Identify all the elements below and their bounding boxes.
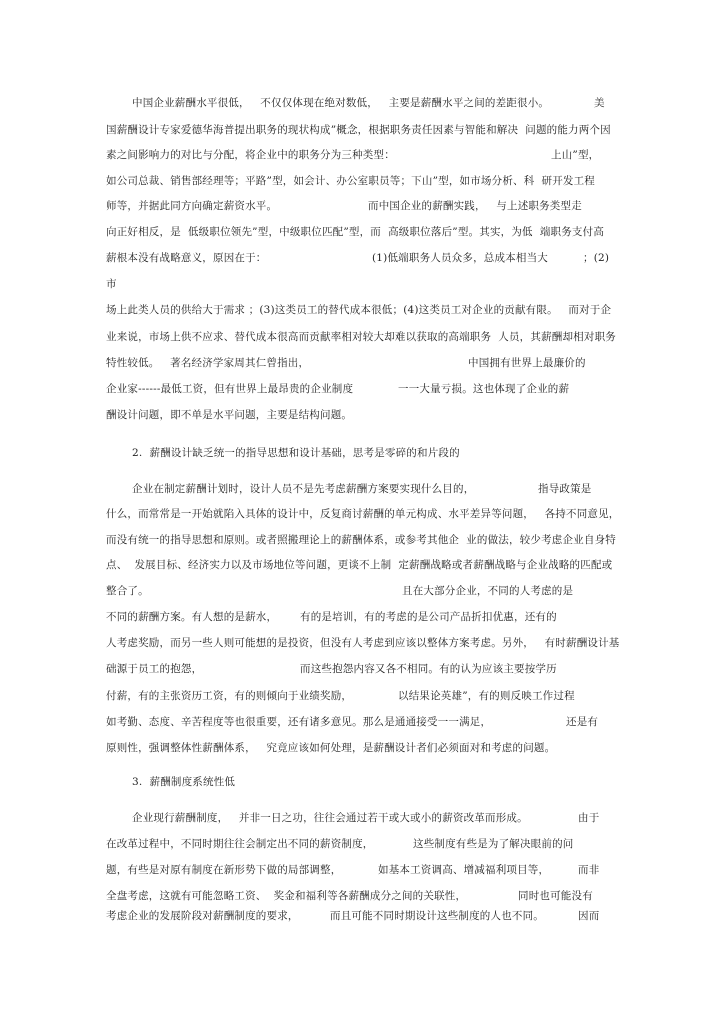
text-line: 指导政策是	[538, 483, 592, 495]
text-line: 酬设计问题，即不单是水平问题，主要是结构问题。	[106, 409, 353, 421]
text-line: 同时也可能没有	[518, 890, 593, 902]
text-line: 而这些抱怨内容又各不相同。有的认为应该主要按学历	[300, 663, 557, 675]
text-line: 而没有统一的指导思想和原则。或者照搬理论上的薪酬体系，或参考其他企 业的做法，较少考虑企业自身特	[106, 534, 616, 546]
text-line: 而中国企业的薪酬实践， 与上述职务类型走	[368, 200, 582, 212]
text-line: 而非	[578, 864, 600, 876]
text-line: (1)低端职务人员众多，总成本相当大	[372, 252, 548, 264]
text-line: 点、 发展目标、经济实力以及市场地位等问题，更谈不上制 定薪酬战略或者薪酬战略与企业战略的匹配或	[106, 559, 613, 571]
text-line: 中国企业薪酬水平很低， 不仅仅体现在绝对数低， 主要是薪酬水平之间的差距很小。	[132, 97, 550, 109]
text-line: ；(2)	[583, 252, 610, 264]
text-line: 不同的薪酬方案。有人想的是薪水，	[106, 611, 278, 623]
text-line: 而且可能不同时期设计这些制度的人也不同。	[330, 910, 544, 922]
text-line: 美	[594, 97, 605, 109]
text-line: 企业家------最低工资，但有世界上最昂贵的企业制度	[106, 383, 354, 395]
text-line: 付薪，有的主张资历工资，有的则倾向于业绩奖励，	[106, 690, 353, 702]
text-line: 什么，而常常是一开始就陷入具体的设计中，反复商讨薪酬的单元构成、水平差异等问题， 各持不同意见，	[106, 508, 620, 520]
text-line: 薪根本没有战略意义，原因在于：	[106, 252, 267, 264]
text-line: 因而	[578, 910, 600, 922]
text-line: 企业现行薪酬制度， 并非一日之功，往往会通过若干或大或小的薪资改革而形成。	[132, 812, 528, 824]
text-line: 考虑企业的发展阶段对薪酬制度的要求，	[106, 910, 299, 922]
text-line: 业来说，市场上供不应求、替代成本很高而贡献率相对较大却难以获取的高端职务 人员，其薪酬却相对职务	[106, 331, 616, 343]
text-line: 且在大部分企业，不同的人考虑的是	[402, 585, 574, 597]
text-line: 如考勤、态度、辛苦程度等也很重要，还有诸多意见。那么是通通接受一一满足，	[106, 716, 492, 728]
text-line: 础源于员工的抱怨，	[106, 663, 203, 675]
text-line: 题，有些是对原有制度在新形势下做的局部调整，	[106, 864, 342, 876]
text-line: 在改革过程中，不同时期往往会制定出不同的薪资制度，	[106, 838, 374, 850]
text-line: 人考虑奖励，而另一些人则可能想的是投资，但没有人考虑到应该以整体方案考虑。另外， 有时薪酬设计基	[106, 637, 620, 649]
section-heading: 3. 薪酬制度系统性低	[132, 776, 236, 788]
text-line: 场上此类人员的供给大于需求 ；(3)这类员工的替代成本很低；(4)这类员工对企业的贡献有限。 而对于企	[106, 304, 612, 316]
text-line: 市	[106, 278, 117, 290]
text-line: 如公司总裁、销售部经理等；平路”型，如会计、办公室职员等；下山”型，如市场分析、科 研开发工程	[106, 175, 596, 187]
section-heading: 2. 薪酬设计缺乏统一的指导思想和设计基础，思考是零碎的和片段的	[132, 447, 460, 459]
text-line: 特性较低。 著名经济学家周其仁曾指出，	[106, 357, 310, 369]
text-line: 由于	[578, 812, 600, 824]
text-line: 师等，并据此同方向确定薪资水平。	[106, 200, 278, 212]
text-line: 企业在制定薪酬计划时，设计人员不是先考虑薪酬方案要实现什么目的，	[132, 483, 475, 495]
text-line: 整合了。	[106, 585, 149, 597]
text-line: 以结果论英雄”，有的则反映工作过程	[398, 690, 575, 702]
text-line: 还是有	[566, 716, 599, 728]
text-line: 素之间影响力的对比与分配，将企业中的职务分为三种类型：	[106, 149, 395, 161]
text-line: 有的是培训，有的考虑的是公司产品折扣优惠，还有的	[300, 611, 557, 623]
text-line: 原则性，强调整体性薪酬体系， 究竟应该如何处理，是薪酬设计者们必须面对和考虑的问题。	[106, 742, 556, 754]
text-line: 中国拥有世界上最廉价的	[468, 357, 586, 369]
text-line: 如基本工资调高、增减福利项目等，	[378, 864, 550, 876]
text-line: 上山”型，	[551, 149, 600, 161]
text-line: 一一大量亏损。这也体现了企业的薪	[398, 383, 570, 395]
text-line: 向正好相反，是 低级职位领先”型，中级职位匹配”型，而 高级职位落后”型。其实，为低 端职务支付高	[106, 226, 605, 238]
text-line: 全盘考虑，这就有可能忽略工资、 奖金和福利等各薪酬成分之间的关联性，	[106, 890, 467, 902]
text-line: 这些制度有些是为了解决眼前的问	[413, 838, 574, 850]
text-line: 国薪酬设计专家爱德华海普提出职务的现状构成”概念，根据职务责任因素与智能和解决 问题的能力两个因	[106, 124, 611, 136]
